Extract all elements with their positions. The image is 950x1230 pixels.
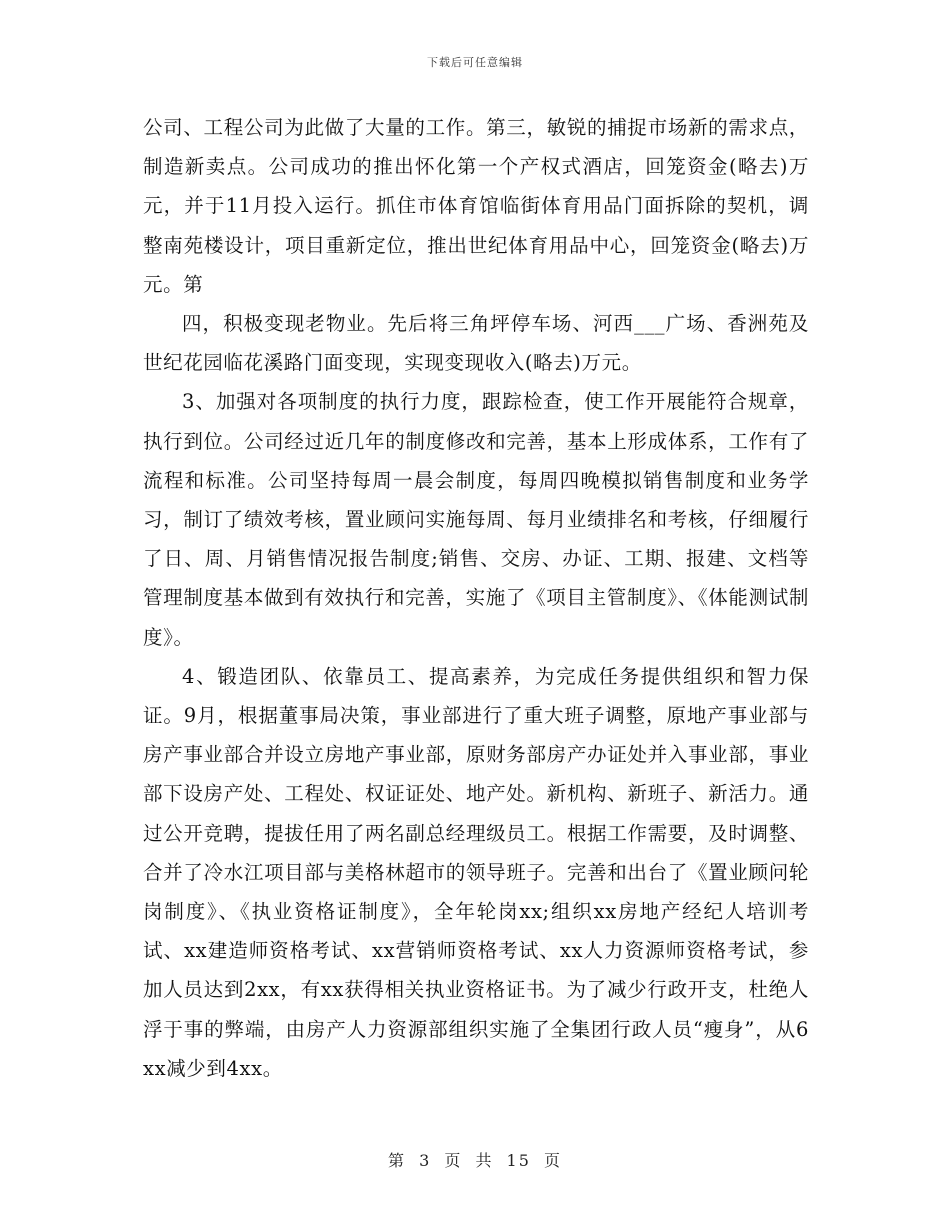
paragraph-fourth-point: 四，积极变现老物业。先后将三角坪停车场、河西___广场、香洲苑及世纪花园临花溪路门面变现，实现变现收入(略去)万元。 bbox=[143, 312, 809, 375]
paragraph-section-3: 3、加强对各项制度的执行力度，跟踪检查，使工作开展能符合规章，执行到位。公司经过近几年的制度修改和完善，基本上形成体系，工作有了流程和标准。公司坚持每周一晨会制度，每周四晚模拟销售制度和业务学习，制订了绩效考核，置业顾问实施每周、每月业绩排名和考核，仔细履行了日、周、月销售情况报告制度;销售、交房、办证、工期、报建、文档等管理制度基本做到有效执行和完善，实施了《项目主管制度》、《体能测试制度》。 bbox=[143, 390, 809, 649]
document-body bbox=[143, 108, 809, 1088]
paragraph-section-4: 4、锻造团队、依靠员工、提高素养，为完成任务提供组织和智力保证。9月，根据董事局决策，事业部进行了重大班子调整，原地产事业部与房产事业部合并设立房地产事业部，原财务部房产办证处并入事业部，事业部下设房产处、工程处、权证证处、地产处。新机构、新班子、新活力。通过公开竞聘，提拔任用了两名副总经理级员工。根据工作需要，及时调整、合并了冷水江项目部与美格林超市的领导班子。完善和出台了《置业顾问轮岗制度》、《执业资格证制度》，全年轮岗xx;组织xx房地产经纪人培训考试、xx建造师资格考试、xx营销师资格考试、xx人力资源师资格考试，参加人员达到2xx，有xx获得相关执业资格证书。为了减少行政开支，杜绝人浮于事的弊端，由房产人力资源部组织实施了全集团行政人员“瘦身”，从6xx减少到4xx。 bbox=[143, 664, 809, 1080]
page-header-note: 下载后可任意编辑 bbox=[427, 56, 523, 69]
page-number: 第 3 页 共 15 页 bbox=[388, 1151, 562, 1170]
paragraph-continuation: 公司、工程公司为此做了大量的工作。第三，敏锐的捕捉市场新的需求点，制造新卖点。公司成功的推出怀化第一个产权式酒店，回笼资金(略去)万元，并于11月投入运行。抓住市体育馆临街体育用品门面拆除的契机，调整南苑楼设计，项目重新定位，推出世纪体育用品中心，回笼资金(略去)万元。第 bbox=[143, 116, 809, 296]
